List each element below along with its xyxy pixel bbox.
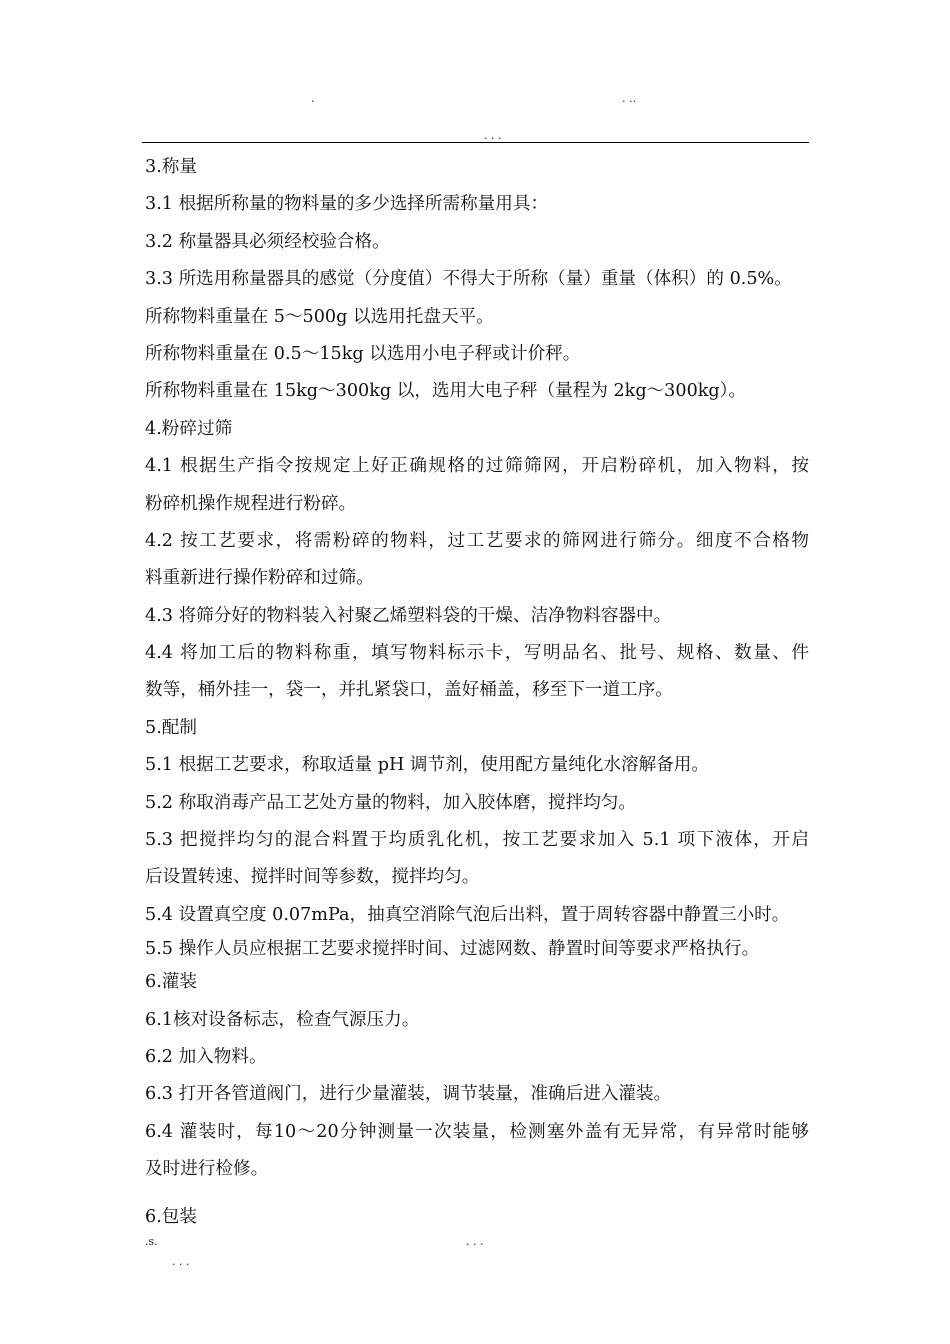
paragraph-line: 后设置转速、搅拌时间等参数，搅拌均匀。 — [145, 867, 480, 888]
paragraph-line: 5.2 称取消毒产品工艺处方量的物料，加入胶体磨，搅拌均匀。 — [145, 792, 637, 813]
paragraph-line: 所称物料重量在 5～500g 以选用托盘天平。 — [145, 306, 494, 327]
paragraph-line: 5.5 操作人员应根据工艺要求搅拌时间、过滤网数、静置时间等要求严格执行。 — [145, 939, 760, 960]
section-heading: 5.配制 — [145, 717, 197, 738]
paragraph-line: 所称物料重量在 0.5～15kg 以选用小电子秤或计价秤。 — [145, 343, 581, 364]
footer-mark-left: .s. — [145, 1235, 158, 1248]
section-heading: 6.包装 — [145, 1206, 197, 1227]
paragraph-line: 3.1 根据所称量的物料量的多少选择所需称量用具： — [145, 194, 549, 215]
paragraph-line: 5.1 根据工艺要求，称取适量 pH 调节剂，使用配方量纯化水溶解备用。 — [145, 755, 709, 776]
header-mark-right: . .. — [622, 92, 636, 105]
paragraph-line: 6.4 灌装时，每10～20分钟测量一次装量，检测塞外盖有无异常，有异常时能够 — [145, 1121, 809, 1142]
paragraph-line: 6.3 打开各管道阀门，进行少量灌装，调节装量，准确后进入灌装。 — [145, 1084, 672, 1105]
footer-mark-center: . . . — [466, 1235, 484, 1248]
paragraph-line: 所称物料重量在 15kg～300kg 以，选用大电子秤（量程为 2kg～300kg）。 — [145, 381, 747, 402]
document-body — [145, 149, 809, 1236]
header-mark-center: . . . — [484, 129, 502, 142]
paragraph-line: 3.3 所选用称量器具的感觉（分度值）不得大于所称（量）重量（体积）的 0.5%。 — [145, 269, 792, 290]
paragraph-line: 6.2 加入物料。 — [145, 1046, 267, 1067]
paragraph-line: 6.1核对设备标志，检查气源压力。 — [145, 1009, 420, 1030]
paragraph-line: 粉碎机操作规程进行粉碎。 — [145, 493, 357, 514]
section-heading: 4.粉碎过筛 — [145, 418, 233, 439]
paragraph-line: 3.2 称量器具必须经校验合格。 — [145, 231, 390, 252]
blank-line — [145, 1189, 809, 1199]
header-mark-left: . — [311, 92, 315, 105]
paragraph-line: 5.3 把搅拌均匀的混合料置于均质乳化机，按工艺要求加入 5.1 项下液体，开启 — [145, 830, 809, 851]
section-heading: 3.称量 — [145, 157, 197, 177]
footer-mark-below: . . . — [172, 1255, 190, 1268]
paragraph-line: 4.4 将加工后的物料称重，填写物料标示卡，写明品名、批号、规格、数量、件 — [145, 643, 809, 664]
section-heading: 6.灌装 — [145, 972, 197, 993]
paragraph-line: 4.1 根据生产指令按规定上好正确规格的过筛筛网，开启粉碎机，加入物料，按 — [145, 456, 809, 477]
paragraph-line: 4.2 按工艺要求，将需粉碎的物料，过工艺要求的筛网进行筛分。细度不合格物 — [145, 530, 809, 551]
paragraph-line: 数等，桶外挂一，袋一，并扎紧袋口，盖好桶盖，移至下一道工序。 — [145, 680, 673, 701]
paragraph-line: 及时进行检修。 — [145, 1159, 269, 1180]
paragraph-line: 料重新进行操作粉碎和过筛。 — [145, 568, 374, 589]
header-rule — [142, 142, 809, 143]
paragraph-line: 4.3 将筛分好的物料装入衬聚乙烯塑料袋的干燥、洁净物料容器中。 — [145, 605, 672, 626]
paragraph-line: 5.4 设置真空度 0.07mPa，抽真空消除气泡后出料，置于周转容器中静置三小时。 — [145, 904, 790, 925]
